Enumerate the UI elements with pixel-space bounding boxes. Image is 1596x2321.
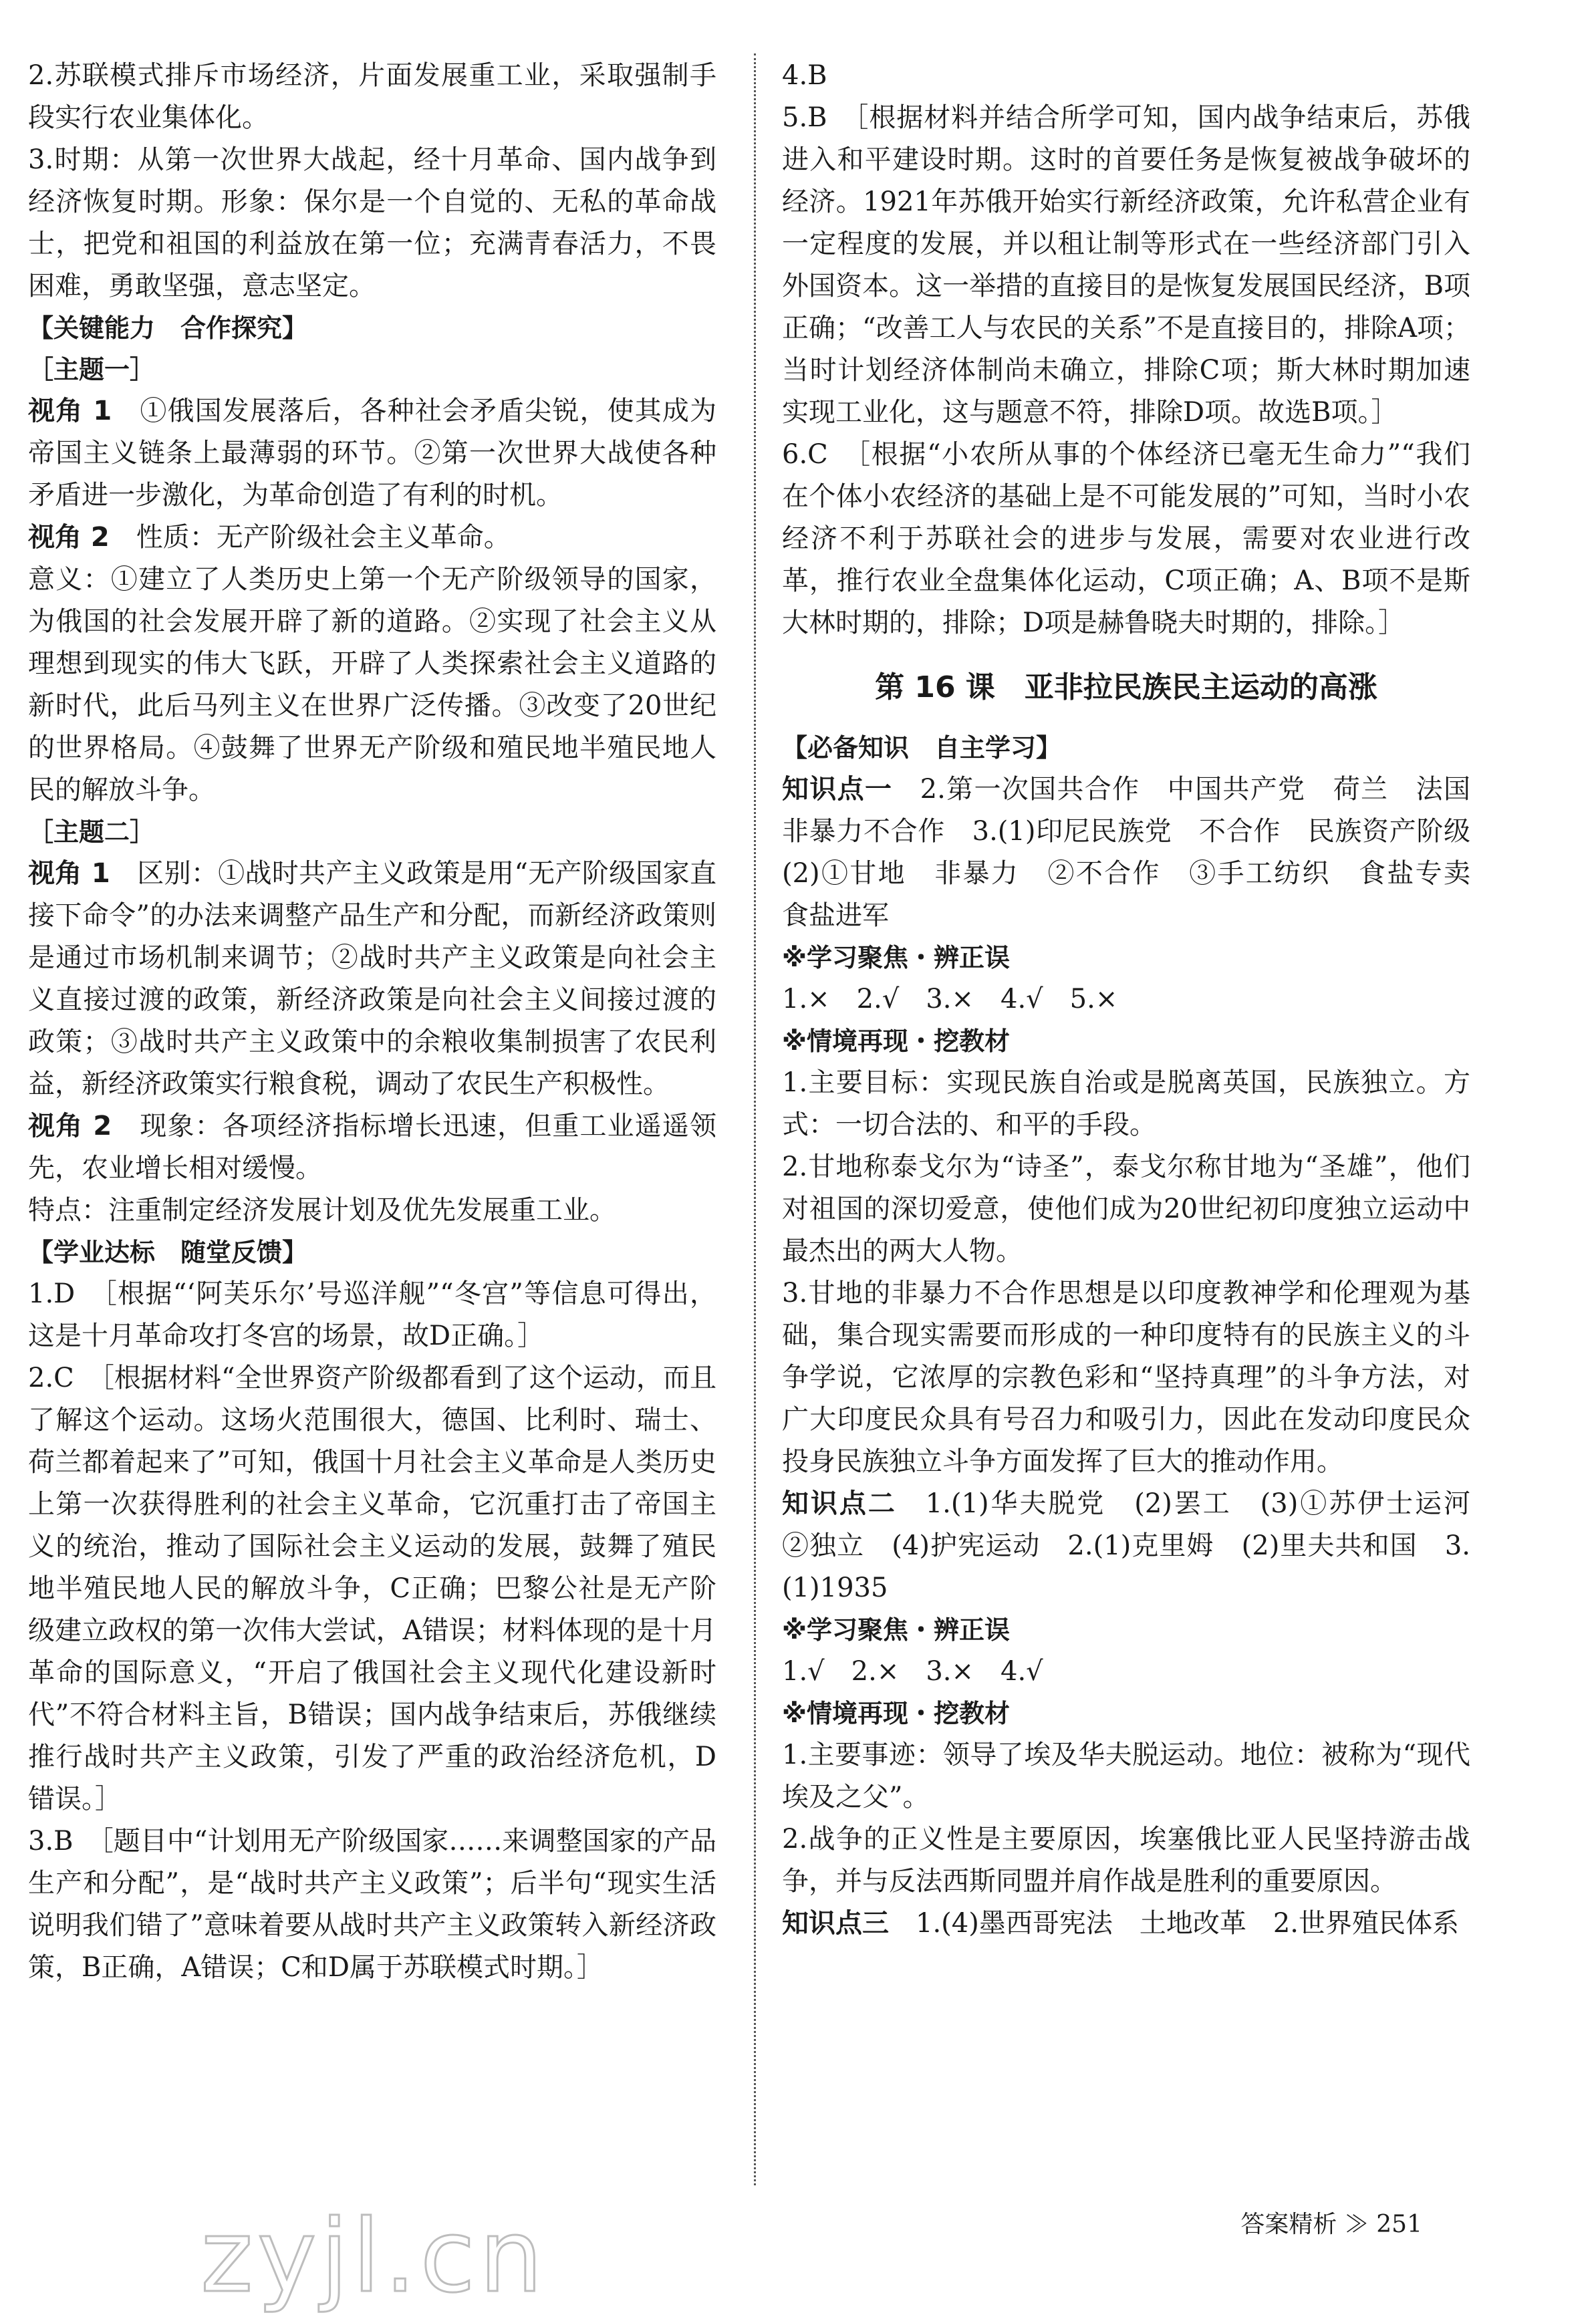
labeled-paragraph	[782, 1483, 1497, 1609]
paragraph: 6.C ［根据“小农所从事的个体经济已毫无生命力”“我们在个体小农经济的基础上是不可能发展的”可知，当时小农经济不利于苏联社会的进步与发展，需要对农业进行改革，推行农业全盘集体化运动，C项正确；A、B项不是斯大林时期的，排除；D项是赫鲁晓夫时期的，排除。］	[782, 439, 1470, 638]
section-heading: 【必备知识 自主学习】	[782, 733, 1062, 763]
paragraph-label: 知识点一	[782, 774, 893, 805]
paragraph: 5.B ［根据材料并结合所学可知，国内战争结束后，苏俄进入和平建设时期。这时的首要任务是恢复被战争破坏的经济。1921年苏俄开始实行新经济政策，允许私营企业有一定程度的发展，并以租让制等形式在一些经济部门引入外国资本。这一举措的直接目的是恢复发展国民经济，B项正确；“改善工人与农民的关系”不是直接目的，排除A项；当时计划经济体制尚未确立，排除C项；斯大林时期加速实现工业化，这与题意不符，排除D项。故选B项。］	[782, 102, 1470, 428]
section-heading: ※学习聚焦・辨正误	[782, 1615, 1010, 1645]
right-column	[782, 55, 1498, 1945]
labeled-paragraph	[28, 390, 716, 517]
paragraph: 意义：①建立了人类历史上第一个无产阶级领导的国家，为俄国的社会发展开辟了新的道路。②实现了社会主义从理想到现实的伟大飞跃，开辟了人类探索社会主义道路的新时代，此后马列主义在世界广泛传播。③改变了20世纪的世界格局。④鼓舞了世界无产阶级和殖民地半殖民地人民的解放斗争。	[28, 564, 716, 805]
paragraph: 1.D ［根据“‘阿芙乐尔’号巡洋舰”“冬宫”等信息可得出，这是十月革命攻打冬宫的场景，故D正确。］	[28, 1278, 716, 1351]
section-heading: ［主题二］	[28, 817, 156, 847]
labeled-paragraph	[782, 769, 1498, 937]
section-heading: 【学业达标 随堂反馈】	[28, 1238, 308, 1267]
paragraph: 1.× 2.√ 3.× 4.√ 5.×	[782, 984, 1118, 1014]
paragraph-text: 1.(1)华夫脱党 (2)罢工 (3)①苏伊士运河 ②独立 (4)护宪运动 2.(1)克里姆 (2)里夫共和国 3.(1)1935	[782, 1488, 1497, 1603]
paragraph: 4.B	[782, 60, 827, 91]
labeled-paragraph	[782, 1903, 1470, 1945]
paragraph: 2.C ［根据材料“全世界资产阶级都看到了这个运动，而且了解这个运动。这场火范围很大，德国、比利时、瑞士、荷兰都着起来了”可知，俄国十月社会主义革命是人类历史上第一次获得胜利的社会主义革命，它沉重打击了帝国主义的统治，推动了国际社会主义运动的发展，鼓舞了殖民地半殖民地人民的解放斗争，C正确；巴黎公社是无产阶级建立政权的第一次伟大尝试，A错误；材料体现的是十月革命的国际意义，“开启了俄国社会主义现代化建设新时代”不符合材料主旨，B错误；国内战争结束后，苏俄继续推行战时共产主义政策，引发了严重的政治经济危机，D错误。］	[28, 1363, 716, 1814]
section-heading: ［主题一］	[28, 355, 156, 384]
paragraph: 2.战争的正义性是主要原因，埃塞俄比亚人民坚持游击战争，并与反法西斯同盟并肩作战是胜利的重要原因。	[782, 1824, 1470, 1897]
paragraph: 3.B ［题目中“计划用无产阶级国家……来调整国家的产品生产和分配”，是“战时共产主义政策”；后半句“现实生活说明我们错了”意味着要从战时共产主义政策转入新经济政策，B正确，A错误；C和D属于苏联模式时期。］	[28, 1826, 716, 1983]
lesson-title: 第 16 课 亚非拉民族民主运动的高涨	[875, 670, 1377, 704]
section-heading: ※学习聚焦・辨正误	[782, 943, 1010, 972]
paragraph: 特点：注重制定经济发展计划及优先发展重工业。	[28, 1195, 616, 1226]
section-heading: 【关键能力 合作探究】	[28, 313, 308, 343]
watermark: zyjl.cn	[201, 2199, 547, 2315]
paragraph-text: 1.(4)墨西哥宪法 土地改革 2.世界殖民体系	[916, 1908, 1459, 1939]
paragraph-label: 视角 1	[28, 396, 112, 426]
paragraph-label: 视角 1	[28, 858, 110, 889]
paragraph-label: 知识点三	[782, 1908, 889, 1939]
paragraph: 1.√ 2.× 3.× 4.√	[782, 1656, 1043, 1687]
labeled-paragraph	[28, 1105, 716, 1190]
paragraph: 2.甘地称泰戈尔为“诗圣”，泰戈尔称甘地为“圣雄”，他们对祖国的深切爱意，使他们成为20世纪初印度独立运动中最杰出的两大人物。	[782, 1151, 1470, 1266]
paragraph-text: 现象：各项经济指标增长迅速，但重工业遥遥领先，农业增长相对缓慢。	[28, 1111, 717, 1184]
column-divider	[754, 53, 756, 2185]
paragraph: 1.主要目标：实现民族自治或是脱离英国，民族独立。方式：一切合法的、和平的手段。	[782, 1067, 1470, 1140]
paragraph: 2.苏联模式排斥市场经济，片面发展重工业，采取强制手段实行农业集体化。	[28, 60, 716, 133]
paragraph: 3.甘地的非暴力不合作思想是以印度教神学和伦理观为基础，集合现实需要而形成的一种印度特有的民族主义的斗争学说，它浓厚的宗教色彩和“坚持真理”的斗争方法，对广大印度民众具有号召力和吸引力，因此在发动印度民众投身民族独立斗争方面发挥了巨大的推动作用。	[782, 1278, 1470, 1477]
paragraph: 3.时期：从第一次世界大战起，经十月革命、国内战争到经济恢复时期。形象：保尔是一个自觉的、无私的革命战士，把党和祖国的利益放在第一位；充满青春活力，不畏困难，勇敢坚强，意志坚定。	[28, 144, 716, 301]
section-heading: ※情境再现・挖教材	[782, 1027, 1010, 1056]
paragraph-label: 知识点二	[782, 1488, 897, 1519]
page-footer: 答案精析 ≫ 251	[1240, 2211, 1422, 2238]
labeled-paragraph	[28, 517, 716, 559]
paragraph: 1.主要事迹：领导了埃及华夫脱运动。地位：被称为“现代埃及之父”。	[782, 1740, 1470, 1812]
paragraph-text: 性质：无产阶级社会主义革命。	[136, 522, 511, 553]
section-heading: ※情境再现・挖教材	[782, 1699, 1010, 1728]
paragraph-text: ①俄国发展落后，各种社会矛盾尖锐，使其成为帝国主义链条上最薄弱的环节。②第一次世界大战使各种矛盾进一步激化，为革命创造了有利的时机。	[28, 396, 717, 511]
paragraph-label: 视角 2	[28, 1111, 112, 1141]
left-column	[28, 55, 716, 1989]
paragraph-text: 2.第一次国共合作 中国共产党 荷兰 法国 非暴力不合作 3.(1)印尼民族党 不合作 民族资产阶级 (2)①甘地 非暴力 ②不合作 ③手工纺织 食盐专卖 食盐进军	[782, 774, 1498, 931]
labeled-paragraph	[28, 853, 716, 1105]
paragraph-label: 视角 2	[28, 522, 110, 553]
paragraph-text: 区别：①战时共产主义政策是用“无产阶级国家直接下命令”的办法来调整产品生产和分配，而新经济政策则是通过市场机制来调节；②战时共产主义政策是向社会主义直接过渡的政策，新经济政策是向社会主义间接过渡的政策；③战时共产主义政策中的余粮收集制损害了农民利益，新经济政策实行粮食税，调动了农民生产积极性。	[28, 858, 716, 1099]
